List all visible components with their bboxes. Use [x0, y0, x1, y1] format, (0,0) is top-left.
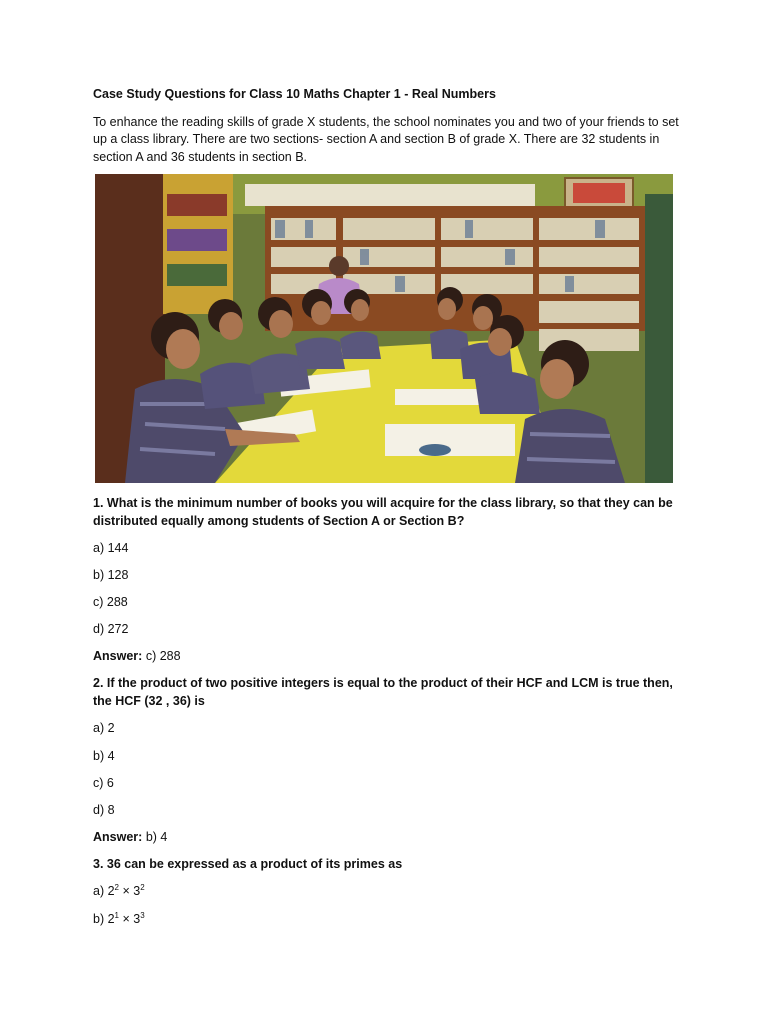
answer-label: Answer:: [93, 649, 143, 664]
option-exponent: 2: [114, 883, 119, 893]
question-3-option-b: [93, 911, 693, 929]
question-1-answer: [93, 648, 693, 666]
question-1-option-b: b) 128: [93, 568, 129, 583]
question-1: 1. What is the minimum number of books you will acquire for the class library, so that they can be distributed equally among students of Section A or Section B?: [93, 496, 673, 528]
question-1-option-d: d) 272: [93, 622, 129, 637]
option-times-base: × 3: [119, 884, 141, 899]
question-2-option-c: c) 6: [93, 775, 114, 790]
intro-paragraph: To enhance the reading skills of grade X students, the school nominates you and two of your friends to set up a class library. There are two sections- section A and section B of grade X. There are 32 students in section A and 36 students in section B.: [93, 114, 679, 164]
option-exponent: 2: [140, 883, 145, 893]
question-1-option-c: c) 288: [93, 595, 128, 610]
option-base: a) 2: [93, 884, 115, 899]
question-2-option-a: a) 2: [93, 721, 115, 736]
option-base: b) 2: [93, 911, 115, 926]
option-exponent: 3: [140, 910, 145, 920]
option-exponent: 1: [114, 910, 119, 920]
question-3: 3. 36 can be expressed as a product of its primes as: [93, 856, 403, 871]
library-photo: [95, 174, 673, 483]
question-2: 2. If the product of two positive integers is equal to the product of their HCF and LCM is true then, the HCF (32 , 36) is: [93, 676, 673, 708]
answer-value: c) 288: [145, 649, 181, 664]
document-title: Case Study Questions for Class 10 Maths Chapter 1 - Real Numbers: [93, 87, 496, 101]
document-page: [93, 86, 693, 938]
question-2-option-d: d) 8: [93, 802, 115, 817]
question-2-option-b: b) 4: [93, 748, 115, 763]
option-times-base: × 3: [119, 911, 141, 926]
question-2-answer: [93, 829, 693, 847]
question-1-option-a: a) 144: [93, 541, 129, 555]
answer-label: Answer:: [93, 829, 143, 844]
answer-value: b) 4: [145, 829, 168, 844]
question-3-option-a: [93, 883, 693, 901]
